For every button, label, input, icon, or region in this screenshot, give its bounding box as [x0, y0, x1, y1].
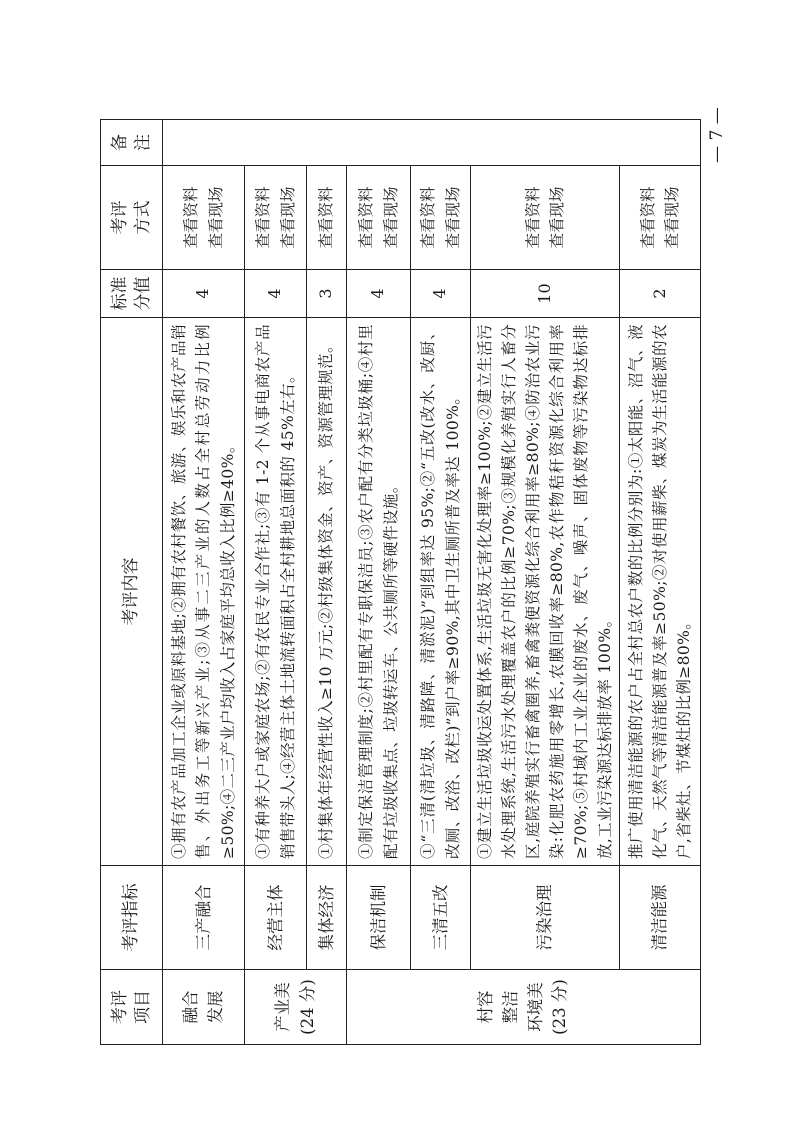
group-cell-industry	[245, 970, 347, 1045]
method-line: 查看资料	[357, 186, 376, 249]
content-cell: 推广使用清洁能源的农户占全村总农户数的比例分别为:①太阳能、沼气、液化气、天然气等清洁能源普及率≥50%;②对使用薪柴、煤炭为生活能源的农户,省柴灶、节煤灶的比例≥80%。	[620, 318, 701, 866]
method-line: 查看现场	[278, 186, 297, 249]
header-indicator: 考评指标	[101, 866, 163, 970]
score-cell: 2	[620, 270, 701, 318]
method-cell	[307, 166, 347, 270]
score-cell: 3	[307, 270, 347, 318]
table-row	[620, 120, 701, 1045]
method-cell	[471, 166, 620, 270]
header-row	[101, 120, 163, 1045]
evaluation-table	[100, 119, 701, 1045]
table-row	[347, 120, 411, 1045]
method-line: 查看资料	[317, 186, 336, 249]
method-line: 查看现场	[548, 186, 567, 249]
header-score-line-2: 分值	[132, 276, 153, 311]
group-label-line: 环境美	[525, 982, 545, 1032]
group-label-line: 整洁	[500, 990, 520, 1024]
header-project	[101, 970, 163, 1045]
content-cell: ①“三清(清垃圾、清路障、清淤泥)”到组率达 95%;②“五改(改水、改厨、改厕、改浴、改栏)”到户率≥90%,其中卫生厕所普及率达 100%。	[411, 318, 471, 866]
method-line: 查看现场	[206, 186, 225, 249]
content-cell: ①建立生活垃圾收运处置体系,生活垃圾无害化处理率≥100%;②建立生活污水处理系统,生活污水处理覆盖农户的比例≥70%;③规模化养殖实行人畜分区,庭院养殖实行畜禽圈养,畜禽粪便资源化综合利用率≥80%;④防治农业污染:化肥农药施用零增长,农膜回收率≥80%,农作物秸秆资源化综合利用率≥70%;⑤村域内工业企业的废水、废气、噪声、固体废物等污染物达标排放,工业污染源达标排放率 100%。	[471, 318, 620, 866]
group-label-line: 发展	[205, 990, 225, 1024]
group-label-line: (23 分)	[550, 979, 570, 1035]
score-cell: 4	[411, 270, 471, 318]
table-row	[307, 120, 347, 1045]
header-project-line-2: 项目	[132, 990, 153, 1024]
note-cell	[163, 120, 701, 166]
header-score	[101, 270, 163, 318]
method-cell	[411, 166, 471, 270]
table-row	[471, 120, 620, 1045]
header-note-line-2: 注	[132, 134, 153, 151]
method-line: 查看资料	[254, 186, 273, 249]
header-note	[101, 120, 163, 166]
content-cell: ①制定保洁管理制度;②村里配有专职保洁员;③农户配有分类垃圾桶;④村里配有垃圾收集点、垃圾转运车、公共厕所等硬件设施。	[347, 318, 411, 866]
method-line: 查看资料	[524, 186, 543, 249]
header-score-line-1: 标准	[109, 276, 130, 311]
table-row	[245, 120, 307, 1045]
header-note-line-1: 备	[109, 134, 130, 151]
indicator-cell: 三产融合	[163, 866, 245, 970]
indicator-cell: 经营主体	[245, 866, 307, 970]
score-cell: 4	[347, 270, 411, 318]
score-cell: 4	[245, 270, 307, 318]
score-cell: 10	[471, 270, 620, 318]
header-method-line-1: 考评	[109, 200, 130, 235]
indicator-cell: 污染治理	[471, 866, 620, 970]
content-cell: ①拥有农产品加工企业或原料基地;②拥有农村餐饮、旅游、娱乐和农产品销售、外出务工等新兴产业;③从事二三产业的人数占全村总劳动力比例≥50%;④二三产业户均收入占家庭平均总收入比例≥40%。	[163, 318, 245, 866]
group-cell-village	[347, 970, 701, 1045]
table-row	[411, 120, 471, 1045]
page-number-text: — 7 —	[706, 107, 727, 163]
method-cell	[245, 166, 307, 270]
header-project-line-1: 考评	[109, 990, 130, 1024]
indicator-cell: 三清五改	[411, 866, 471, 970]
method-cell	[347, 166, 411, 270]
method-line: 查看现场	[663, 186, 682, 249]
indicator-cell: 集体经济	[307, 866, 347, 970]
content-cell: ①村集体年经营性收入≥10 万元;②村级集体资金、资产、资源管理规范。	[307, 318, 347, 866]
method-cell	[620, 166, 701, 270]
content-cell: ①有种养大户或家庭农场;②有农民专业合作社;③有 1-2 个从事电商农产品销售带头人;④经营主体土地流转面积占全村耕地总面积的 45%左右。	[245, 318, 307, 866]
rotated-table-wrapper	[100, 120, 699, 1045]
group-label-line: (24 分)	[297, 979, 317, 1035]
method-line: 查看现场	[443, 186, 462, 249]
group-label-line: 融合	[180, 990, 200, 1024]
header-content: 考评内容	[101, 318, 163, 866]
method-line: 查看资料	[639, 186, 658, 249]
method-cell	[163, 166, 245, 270]
score-cell: 4	[163, 270, 245, 318]
indicator-cell: 清洁能源	[620, 866, 701, 970]
method-line: 查看资料	[182, 186, 201, 249]
table-row	[163, 120, 245, 1045]
header-method-line-2: 方式	[132, 200, 153, 235]
method-line: 查看现场	[381, 186, 400, 249]
group-label-line: 产业美	[272, 982, 292, 1032]
group-label-line: 村容	[476, 990, 496, 1024]
group-cell-integration	[163, 970, 245, 1045]
header-method	[101, 166, 163, 270]
method-line: 查看资料	[419, 186, 438, 249]
indicator-cell: 保洁机制	[347, 866, 411, 970]
